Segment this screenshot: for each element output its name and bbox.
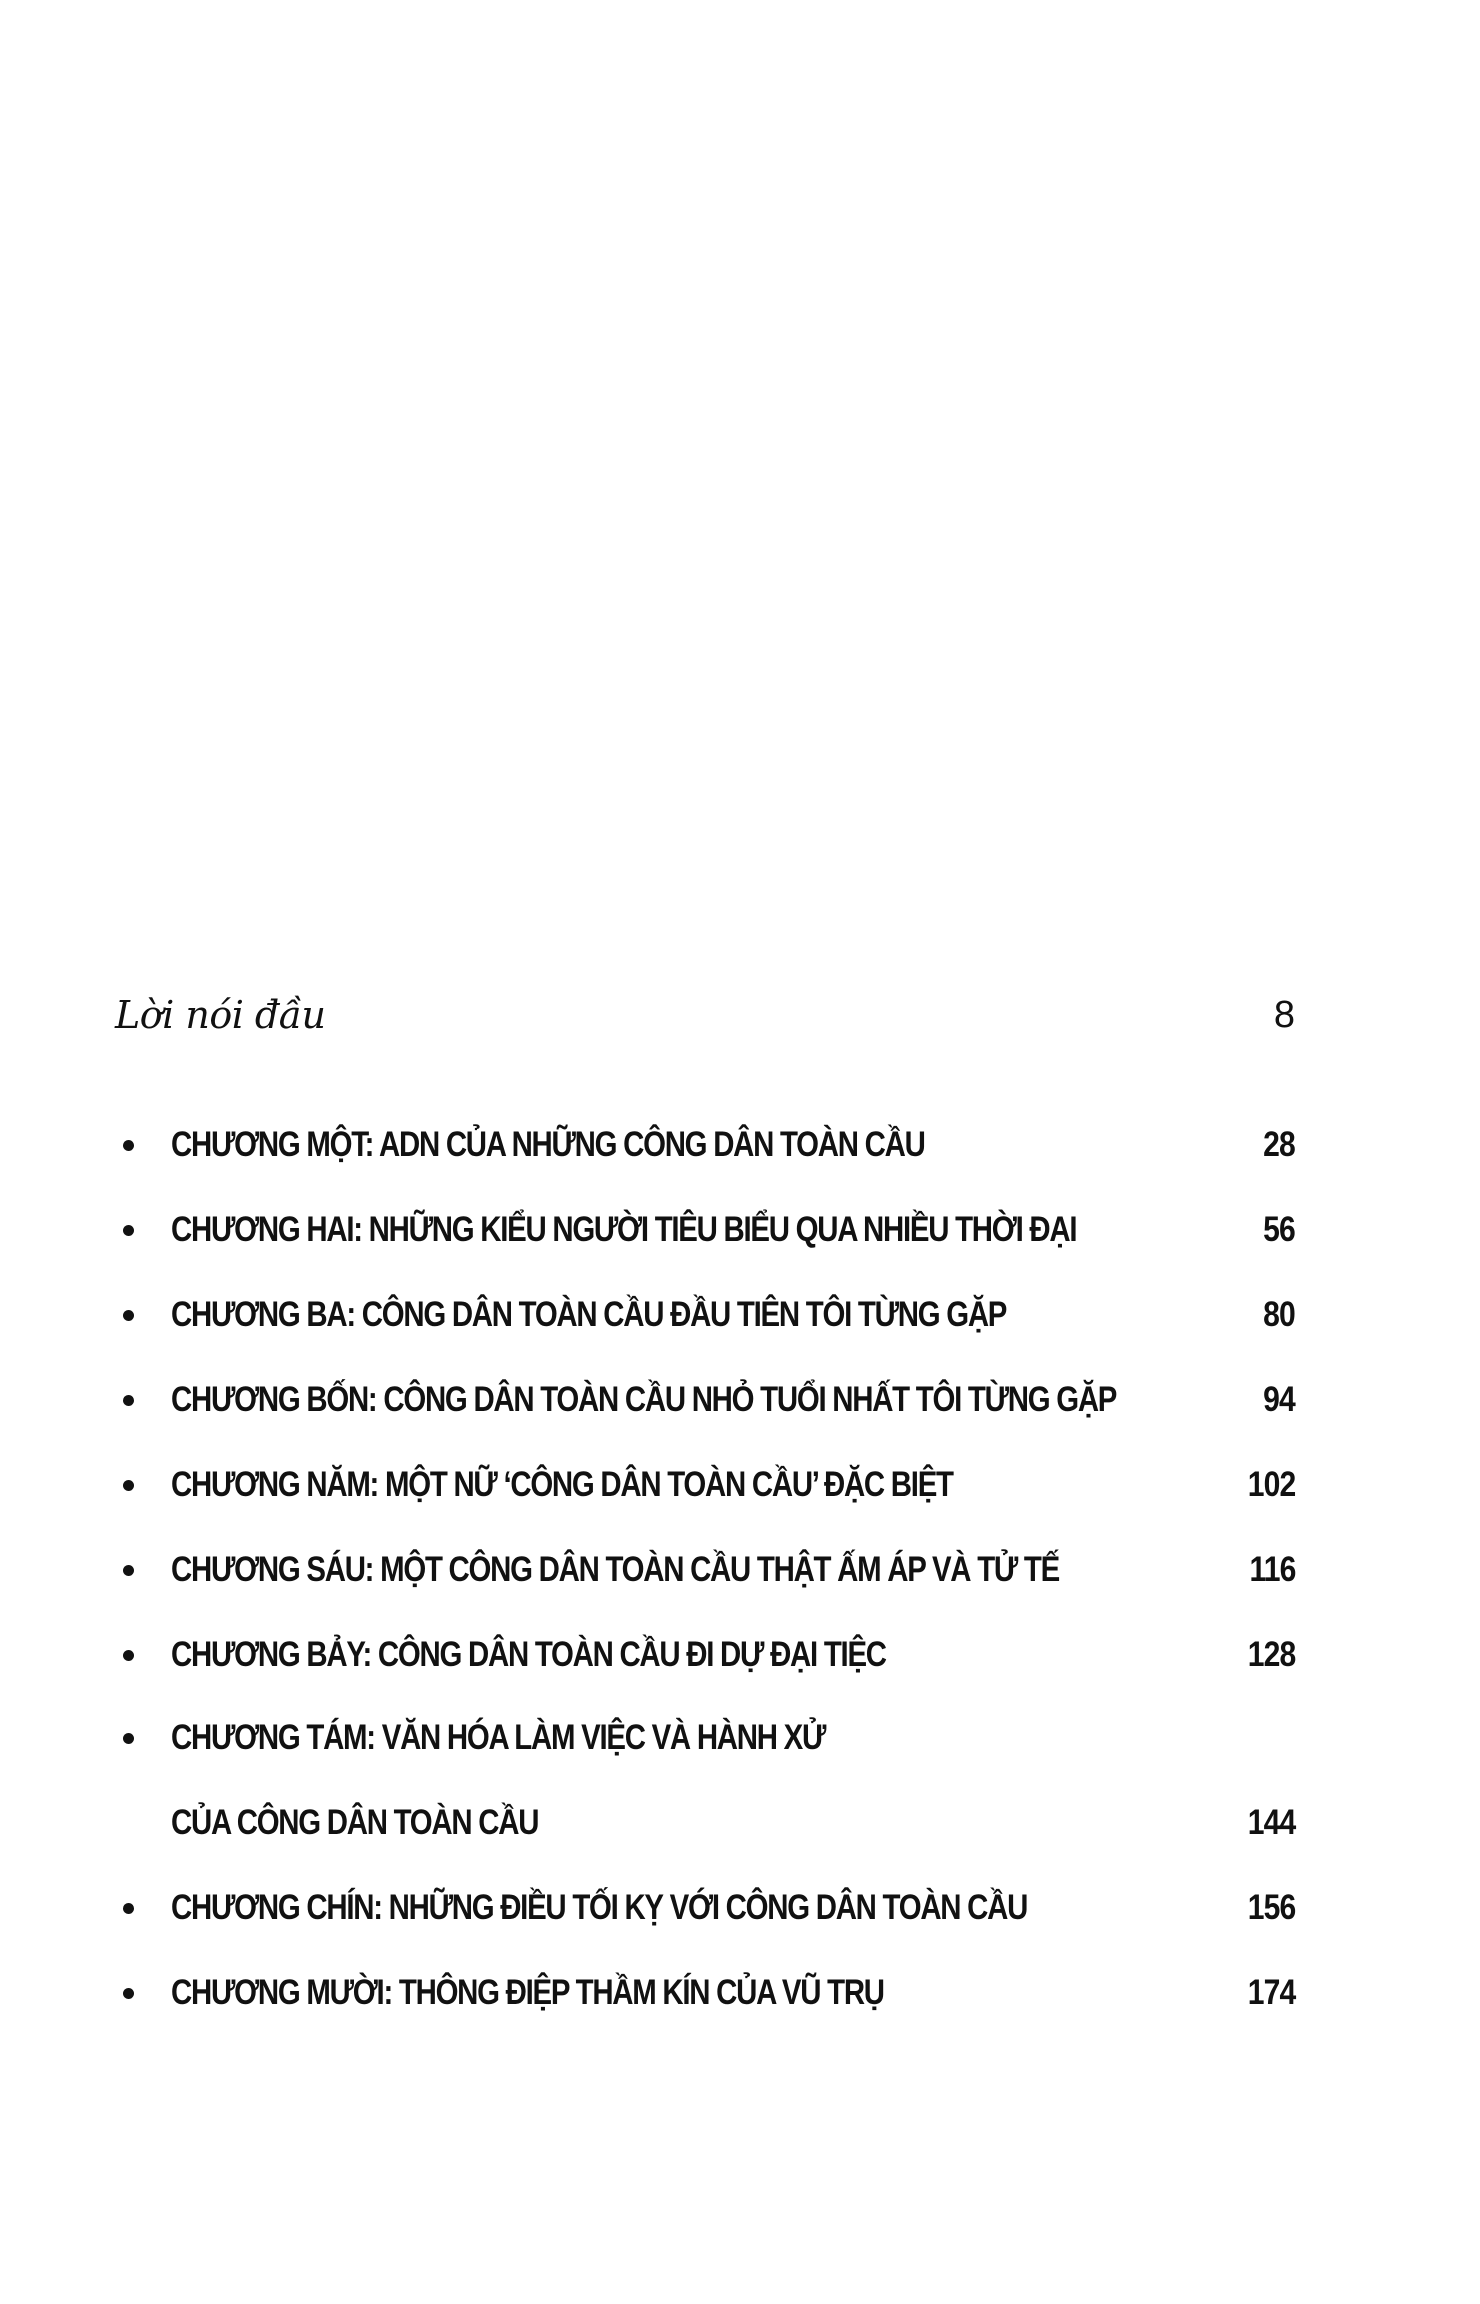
preface-page-number: 8 <box>1273 994 1295 1036</box>
toc-chapter-entry <box>115 1713 1295 1848</box>
toc-chapter-entry <box>115 1630 1295 1680</box>
bullet-icon <box>123 1310 134 1321</box>
chapter-title: CHƯƠNG TÁM: VĂN HÓA LÀM VIỆC VÀ HÀNH XỬ <box>171 1718 826 1757</box>
bullet-icon <box>123 1988 134 1999</box>
toc-chapter-entry <box>115 1120 1295 1170</box>
preface-title: Lời nói đầu <box>115 993 326 1037</box>
chapter-title: CHƯƠNG MƯỜI: THÔNG ĐIỆP THẦM KÍN CỦA VŨ TRỤ <box>171 1973 884 2012</box>
bullet-icon <box>123 1733 134 1744</box>
chapter-page-number: 156 <box>1247 1888 1295 1927</box>
toc-chapter-entry <box>115 1545 1295 1595</box>
bullet-icon <box>123 1650 134 1661</box>
toc-chapter-entry <box>115 1290 1295 1340</box>
chapter-page-number: 116 <box>1249 1550 1295 1589</box>
chapter-page-number: 80 <box>1263 1295 1295 1334</box>
toc-chapter-entry <box>115 1375 1295 1425</box>
chapter-title-continuation: CỦA CÔNG DÂN TOÀN CẦU <box>171 1803 539 1842</box>
chapter-page-number: 128 <box>1247 1635 1295 1674</box>
chapter-title: CHƯƠNG BẢY: CÔNG DÂN TOÀN CẦU ĐI DỰ ĐẠI TIỆC <box>171 1635 886 1674</box>
chapter-title: CHƯƠNG MỘT: ADN CỦA NHỮNG CÔNG DÂN TOÀN CẦU <box>171 1125 925 1164</box>
chapter-page-number: 94 <box>1263 1380 1295 1419</box>
chapter-title: CHƯƠNG CHÍN: NHỮNG ĐIỀU TỐI KỴ VỚI CÔNG DÂN TOÀN CẦU <box>171 1888 1028 1927</box>
chapter-title: CHƯƠNG BỐN: CÔNG DÂN TOÀN CẦU NHỎ TUỔI NHẤT TÔI TỪNG GẶP <box>171 1380 1117 1419</box>
chapter-title: CHƯƠNG HAI: NHỮNG KIỂU NGƯỜI TIÊU BIỂU QUA NHIỀU THỜI ĐẠI <box>171 1210 1077 1249</box>
bullet-icon <box>123 1395 134 1406</box>
chapter-page-number: 28 <box>1263 1125 1295 1164</box>
toc-chapter-entry <box>115 1460 1295 1510</box>
toc-chapter-entry <box>115 1205 1295 1255</box>
chapter-page-number: 102 <box>1247 1465 1295 1504</box>
bullet-icon <box>123 1480 134 1491</box>
chapter-page-number: 56 <box>1263 1210 1295 1249</box>
toc-chapter-entry <box>115 1968 1295 2018</box>
chapter-page-number: 144 <box>1247 1803 1295 1842</box>
toc-chapter-entry <box>115 1883 1295 1933</box>
chapter-page-number: 174 <box>1247 1973 1295 2012</box>
chapter-title: CHƯƠNG SÁU: MỘT CÔNG DÂN TOÀN CẦU THẬT ẤM ÁP VÀ TỬ TẾ <box>171 1550 1059 1589</box>
bullet-icon <box>123 1140 134 1151</box>
chapter-title: CHƯƠNG BA: CÔNG DÂN TOÀN CẦU ĐẦU TIÊN TÔI TỪNG GẶP <box>171 1295 1007 1334</box>
bullet-icon <box>123 1225 134 1236</box>
chapter-title: CHƯƠNG NĂM: MỘT NỮ ‘CÔNG DÂN TOÀN CẦU’ ĐẶC BIỆT <box>171 1465 953 1504</box>
bullet-icon <box>123 1565 134 1576</box>
bullet-icon <box>123 1903 134 1914</box>
toc-preface-entry <box>115 985 1295 1045</box>
